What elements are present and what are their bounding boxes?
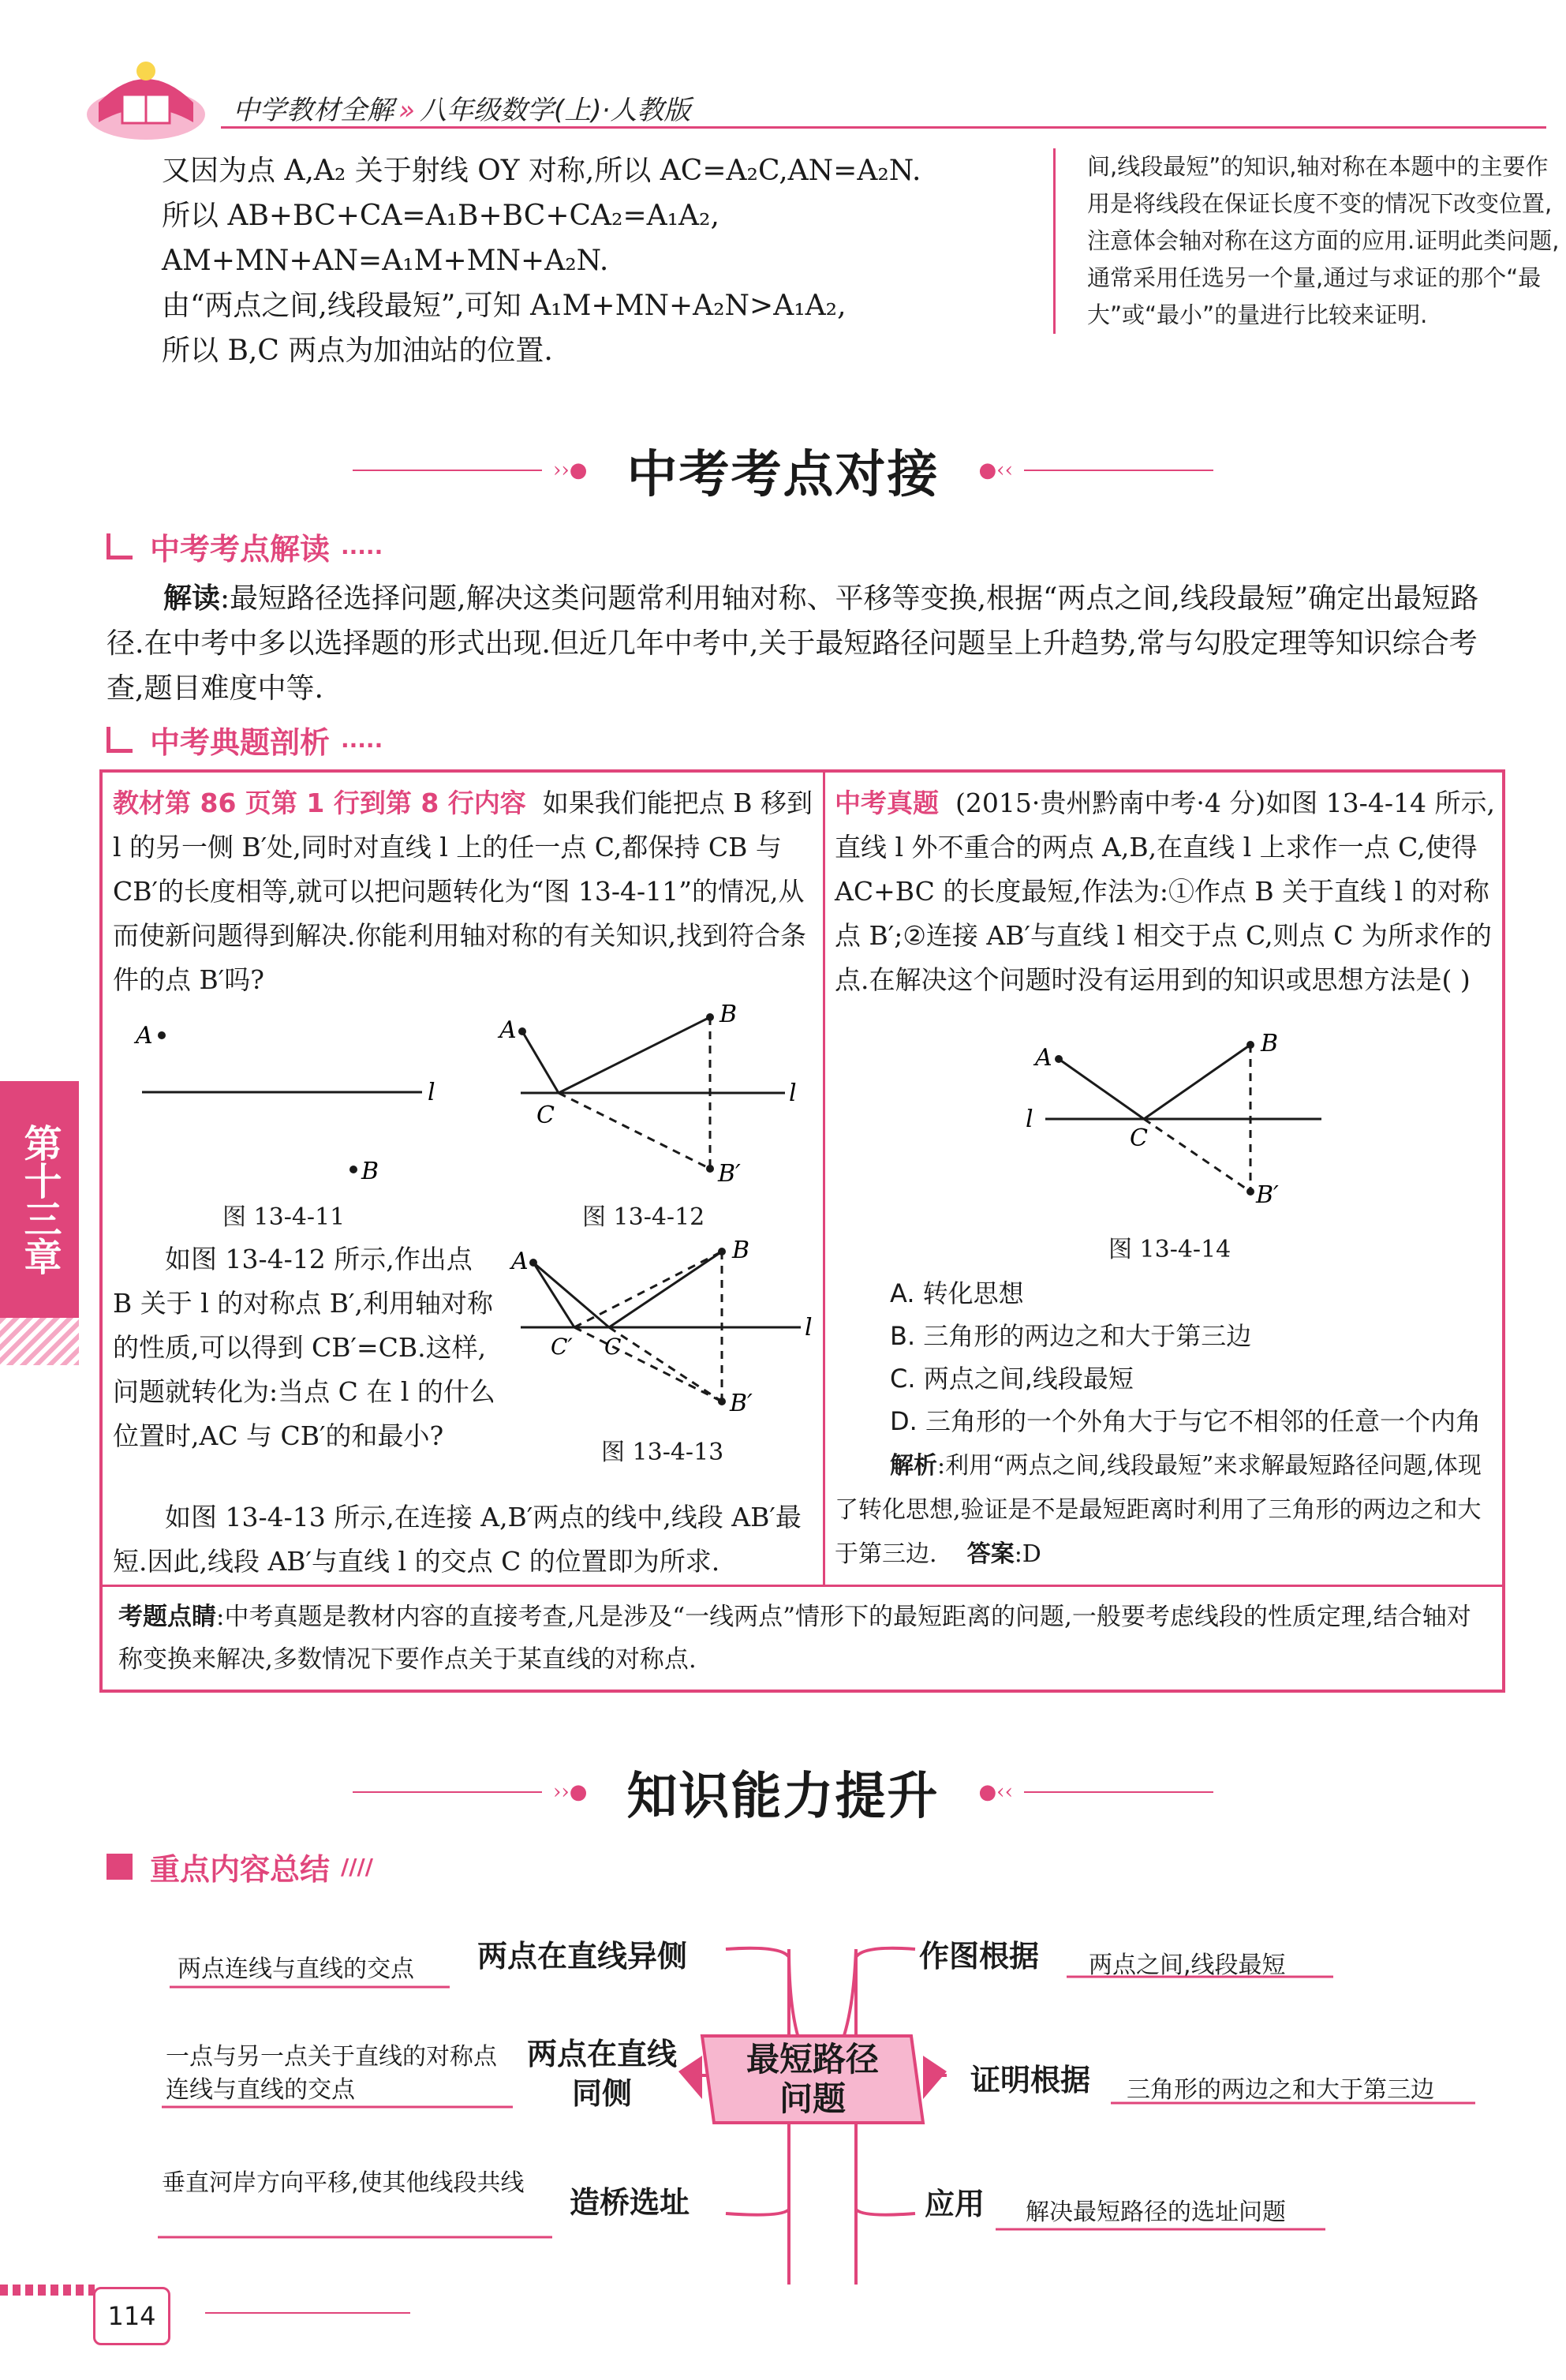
- footer-line: [205, 2312, 410, 2314]
- exam-label: 中考真题: [835, 788, 939, 818]
- section2-title: 知识能力提升: [626, 1768, 940, 1826]
- banner-dots-icon: ●‹‹: [978, 1780, 1013, 1804]
- mm-desc-tongce: 一点与另一点关于直线的对称点连线与直线的交点: [166, 2043, 497, 2104]
- fig14-label-bp: B′: [1256, 1181, 1279, 1209]
- fig11-label-a: A: [136, 1022, 153, 1050]
- top-line: 由“两点之间,线段最短”,可知 A₁M+MN+A₂N>A₁A₂,: [162, 290, 847, 322]
- header-book: 中学教材全解: [233, 95, 394, 126]
- mm-desc-yice: 两点连线与直线的交点: [178, 1955, 414, 1983]
- fig12-label-a: A: [499, 1016, 517, 1044]
- mm-node-yice: 两点在直线异侧: [477, 1939, 688, 1974]
- fig13-caption: 图 13-4-13: [601, 1439, 724, 1466]
- footer-dots: [0, 2285, 95, 2296]
- mindmap-center: [714, 2040, 911, 2119]
- fig14-label-b: B: [1261, 1030, 1279, 1057]
- fig11-label-b: B: [361, 1158, 379, 1185]
- mm-node-zaoqiao: 造桥选址: [570, 2185, 690, 2220]
- fig12-label-bp: B′: [718, 1160, 741, 1188]
- top-line: 又因为点 A,A₂ 关于射线 OY 对称,所以 AC=A₂C,AN=A₂N.: [162, 155, 921, 187]
- mindmap-center-line2: 问题: [779, 2079, 846, 2118]
- exam-source: (2015·贵州黔南中考·4 分): [955, 788, 1266, 818]
- points-label: 考题点睛: [118, 1603, 216, 1631]
- banner-dots-icon: ››●: [553, 1780, 588, 1804]
- analysis-text: :利用“两点之间,线段最短”来求解最短路径问题,体现了转化思想,验证是不是最短距离时利用了三角形的两边之和大于第三边.: [835, 1452, 1482, 1568]
- mm-desc-yingyong: 解决最短路径的选址问题: [1026, 2199, 1286, 2226]
- banner-dots-icon: ››●: [553, 458, 588, 482]
- mm-desc-zaoqiao: 垂直河岸方向平移,使其他线段共线: [162, 2169, 525, 2197]
- left-para2: 如图 13-4-12 所示,作出点 B 关于 l 的对称点 B′,利用轴对称的性质,可以得到 CB′=CB.这样,问题就转化为:当点 C 在 l 的什么位置时,AC 与 CB′的和最小?: [113, 1244, 495, 1451]
- header-arrow-icon: »: [398, 95, 415, 126]
- mm-node-yingyong: 应用: [925, 2187, 985, 2221]
- jiedu-text: :最短路径选择问题,解决这类问题常利用轴对称、平移等变换,根据“两点之间,线段最短”确定出最短路径.在中考中多以选择题的形式出现.但近几年中考中,关于最短路径问题呈上升趋势,常与勾股定理等知识综合考查,题目难度中等.: [107, 582, 1479, 705]
- fig13-label-bp: B′: [730, 1390, 753, 1417]
- section1-title: 中考考点对接: [626, 446, 940, 504]
- option-a: A. 转化思想: [890, 1278, 1024, 1308]
- fig13-label-cp: C′: [551, 1334, 573, 1360]
- subhead-dianti-text: 中考典题剖析: [150, 725, 331, 760]
- mindmap-center-line1: 最短路径: [746, 2040, 879, 2079]
- option-c: C. 两点之间,线段最短: [890, 1364, 1134, 1394]
- option-b: B. 三角形的两边之和大于第三边: [890, 1321, 1252, 1351]
- mm-desc-zhengming: 三角形的两边之和大于第三边: [1127, 2076, 1434, 2104]
- page-number: 114: [93, 2287, 170, 2345]
- answer-value: :D: [1014, 1540, 1041, 1568]
- mm-node-tongce: 两点在直线同侧: [527, 2037, 678, 2111]
- mm-node-zhengming: 证明根据: [970, 2063, 1091, 2097]
- jiedu-label: 解读: [163, 582, 221, 615]
- top-line: AM+MN+AN=A₁M+MN+A₂N.: [162, 245, 609, 277]
- fig12-caption: 图 13-4-12: [582, 1203, 705, 1231]
- side-note: 间,线段最短”的知识,轴对称在本题中的主要作用是将线段在保证长度不变的情况下改变位置,注意体会轴对称在这方面的应用.证明此类问题,通常采用任选另一个量,通过与求证的那个“最大”或“最小”的量进行比较来证明.: [1053, 148, 1560, 334]
- subhead-dots-icon: ////: [341, 1854, 373, 1880]
- banner-dots-icon: ●‹‹: [978, 458, 1013, 482]
- mm-node-zuotu: 作图根据: [919, 1939, 1040, 1974]
- fig12-label-b: B: [719, 1001, 738, 1028]
- fig14-label-l: l: [1026, 1106, 1033, 1133]
- chapter-tab-hatch: [0, 1318, 79, 1365]
- fig11-caption: 图 13-4-11: [222, 1203, 346, 1231]
- fig14-label-a: A: [1035, 1044, 1052, 1072]
- fig12-label-c: C: [536, 1102, 555, 1129]
- subhead-summary-text: 重点内容总结: [150, 1852, 331, 1887]
- fig14-label-c: C: [1130, 1125, 1148, 1152]
- left-para3: 如图 13-4-13 所示,在连接 A,B′两点的线中,线段 AB′最短.因此,线段 AB′与直线 l 的交点 C 的位置即为所求.: [113, 1502, 802, 1577]
- fig13-label-b: B: [732, 1237, 750, 1264]
- mm-desc-zuotu: 两点之间,线段最短: [1089, 1952, 1286, 1979]
- exam-question: 如图 13-4-14 所示,直线 l 外不重合的两点 A,B,在直线 l 上求作一点 C,使得 AC+BC 的长度最短,作法为:①作点 B 关于直线 l 的对称点 B′;②连接 AB′与直线 l 相交于点 C,则点 C 为所求作的点.在解决这个问题时没有运用到的知识或思想方法是( ): [835, 788, 1495, 995]
- fig13-label-a: A: [511, 1248, 529, 1275]
- fig11-label-l: l: [428, 1079, 435, 1106]
- subhead-dots-icon: .....: [341, 533, 383, 559]
- textbook-label: 教材第 86 页第 1 行到第 8 行内容: [113, 788, 526, 818]
- top-line: 所以 B,C 两点为加油站的位置.: [162, 335, 553, 367]
- answer-label: 答案: [966, 1540, 1015, 1568]
- fig12-label-l: l: [789, 1080, 797, 1107]
- analysis-label: 解析: [890, 1452, 937, 1480]
- left-para1-text: 如果我们能把点 B 移到 l 的另一侧 B′处,同时对直线 l 上的任一点 C,都保持 CB 与 CB′的长度相等,就可以把问题转化为“图 13-4-11”的情况,从而使新问题得到解决.你能利用轴对称的有关知识,找到符合条件的点 B′吗?: [113, 788, 813, 995]
- option-d: D. 三角形的一个外角大于与它不相邻的任意一个内角: [890, 1406, 1481, 1436]
- subhead-jiedu-text: 中考考点解读: [150, 532, 331, 567]
- fig14-caption: 图 13-4-14: [1108, 1236, 1231, 1263]
- chapter-tab: 第十三章: [0, 1081, 79, 1318]
- fig13-label-c: C: [604, 1334, 622, 1360]
- top-line: 所以 AB+BC+CA=A₁B+BC+CA₂=A₁A₂,: [162, 200, 719, 232]
- header-subject: 八年级数学(上)·人教版: [419, 95, 691, 126]
- fig13-label-l: l: [805, 1314, 813, 1342]
- points-text: :中考真题是教材内容的直接考查,凡是涉及“一线两点”情形下的最短距离的问题,一般要考虑线段的性质定理,结合轴对称变换来解决,多数情况下要作点关于某直线的对称点.: [118, 1603, 1471, 1674]
- subhead-dots-icon: .....: [341, 727, 383, 753]
